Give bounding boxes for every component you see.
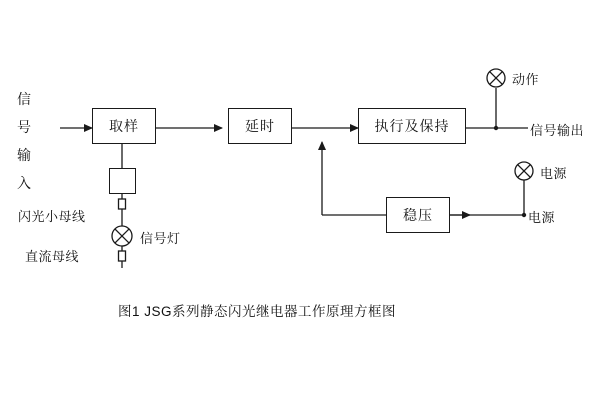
block-sampling[interactable] (92, 108, 156, 144)
flash-bus-label: 闪光小母线 (18, 209, 86, 224)
input-label-char-4: 入 (17, 175, 31, 191)
block-delay[interactable] (228, 108, 292, 144)
block-delay-label: 延时 (245, 118, 275, 134)
input-label-char-3: 输 (17, 147, 31, 163)
block-sampling-label: 取样 (109, 118, 139, 134)
dc-bus-label: 直流母线 (25, 249, 80, 264)
block-execute-hold[interactable] (358, 108, 466, 144)
signal-output-label: 信号输出 (530, 123, 585, 138)
block-execute-hold-label: 执行及保持 (374, 118, 450, 134)
power-top-label: 电源 (540, 166, 568, 181)
signal-lamp-label: 信号灯 (140, 231, 181, 246)
action-label: 动作 (512, 72, 540, 87)
figure-caption: 图1 JSG系列静态闪光继电器工作原理方框图 (118, 304, 397, 319)
block-regulator-label: 稳压 (403, 207, 433, 223)
input-label-char-2: 号 (17, 119, 31, 135)
power-bottom-label: 电源 (528, 210, 556, 225)
input-label-char-1: 信 (17, 91, 31, 107)
contact-switch-icon (109, 168, 136, 194)
block-regulator[interactable] (386, 197, 450, 233)
